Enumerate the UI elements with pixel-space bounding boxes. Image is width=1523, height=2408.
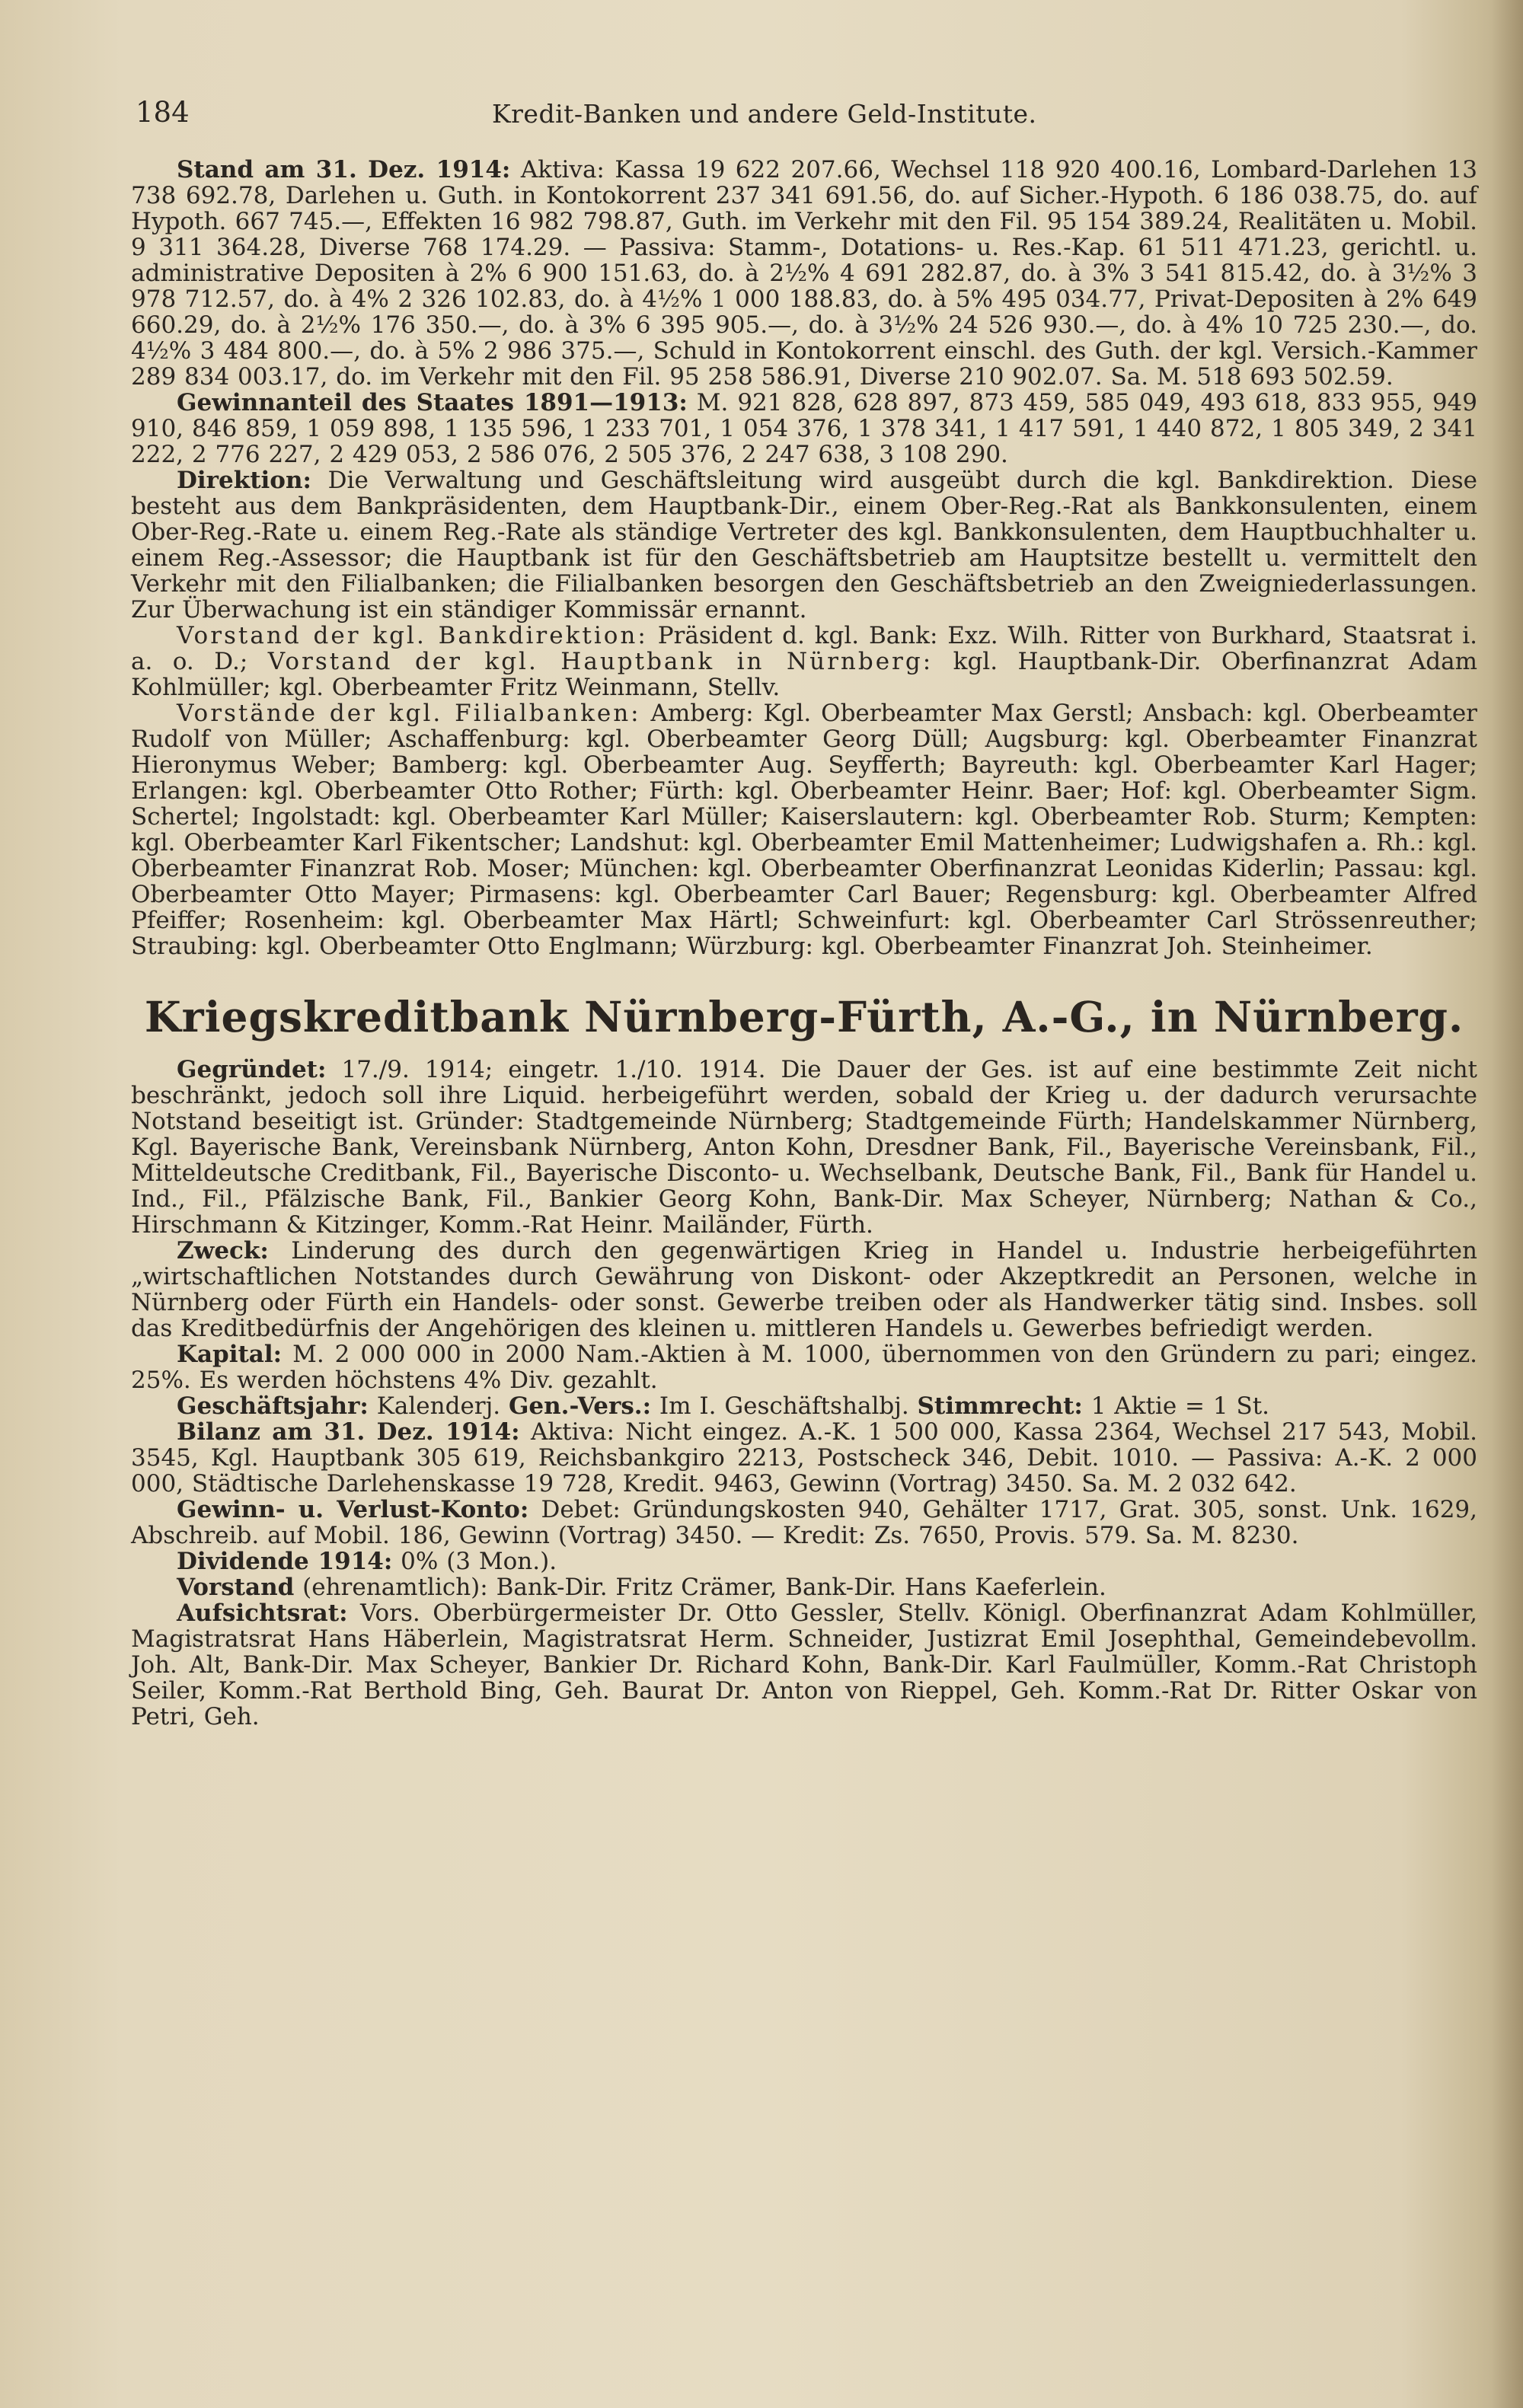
lead-vorstaende-filialbanken: Vorstände der kgl. Filialbanken: <box>177 700 641 727</box>
paragraph-kapital <box>131 1341 1477 1393</box>
paragraph-gewinn-verlust <box>131 1497 1477 1548</box>
lead-vorstand: Vorstand <box>177 1574 295 1601</box>
lead-vorstand-hauptbank: Vorstand der kgl. Hauptbank in Nürnberg: <box>267 648 934 675</box>
paragraph-vorstaende-filialbanken <box>131 700 1477 959</box>
paragraph-zweck <box>131 1238 1477 1341</box>
running-title: Kredit-Banken und andere Geld-Institute. <box>492 99 1037 129</box>
text-gewinnanteil: M. 921 828, 628 897, 873 459, 585 049, 493 618, 833 955, 949 910, 846 859, 1 059 898, 1 135 596, 1 233 701, 1 054 376, 1 378 341, 1 417 591, 1 440 872, 1 805 349, 2 341 222, 2 776 227, 2 429 053, 2 586 076, 2 505 376, 2 247 638, 3 108 290. <box>131 389 1478 468</box>
paragraph-dividende <box>131 1548 1477 1574</box>
lead-dividende: Dividende 1914: <box>177 1548 393 1575</box>
text-vorstand-hauptbank: kgl. Hauptbank-Dir. Oberfinanzrat Adam Kohlmüller; kgl. Oberbeamter Fritz Weinmann, Stellv. <box>131 648 1478 701</box>
text-vorstand-bankdirektion: Präsident d. kgl. Bank: Exz. Wilh. Ritter von Burkhard, Staatsrat i. a. o. D.; <box>131 622 1477 675</box>
text-zweck: Linderung des durch den gegenwärtigen Krieg in Handel u. Industrie herbeigeführten „wirtschaftlichen Notstandes durch Gewährung von Diskont- oder Akzeptkredit an Personen, welche in Nürnberg oder Fürth ein Handels- oder sonst. Gewerbe treiben oder als Handwerker tätig sind. Insbes. soll das Kreditbedürfnis der Angehörigen des kleinen u. mittleren Handels u. Gewerbes befriedigt werden. <box>131 1237 1477 1342</box>
lead-aufsichtsrat: Aufsichtsrat: <box>177 1599 348 1627</box>
text-gewinn-verlust: Debet: Gründungskosten 940, Gehälter 1717, Grat. 305, sonst. Unk. 1629, Abschreib. auf Mobil. 186, Gewinn (Vortrag) 3450. — Kredit: Zs. 7650, Provis. 579. Sa. M. 8230. <box>131 1496 1477 1549</box>
lead-kapital: Kapital: <box>177 1341 283 1368</box>
text-aufsichtsrat: Vors. Oberbürgermeister Dr. Otto Gessler, Stellv. Königl. Oberfinanzrat Adam Kohlmüller, Magistratsrat Hans Häberlein, Magistratsrat Herm. Schneider, Justizrat Emil Josephthal, Gemeindebevollm. Joh. Alt, Bank-Dir. Max Scheyer, Bankier Dr. Richard Kohn, Bank-Dir. Karl Faulmüller, Komm.-Rat Christoph Seiler, Komm.-Rat Berthold Bing, Geh. Baurat Dr. Anton von Rieppel, Geh. Komm.-Rat Dr. Ritter Oskar von Petri, Geh. <box>131 1599 1478 1730</box>
lead-gegruendet: Gegründet: <box>177 1056 327 1083</box>
text-geschaeftsjahr: Kalenderj. <box>376 1392 501 1420</box>
lead-geschaeftsjahr: Geschäftsjahr: <box>177 1392 369 1420</box>
text-gen-vers: Im I. Geschäftshalbj. <box>659 1392 909 1420</box>
running-head <box>131 96 1477 157</box>
paragraph-stand <box>131 157 1477 390</box>
paragraph-vorstand-bankdirektion <box>131 623 1477 700</box>
lead-direktion: Direktion: <box>177 467 311 494</box>
text-vorstaende-filialbanken: Amberg: Kgl. Oberbeamter Max Gerstl; Ansbach: kgl. Oberbeamter Rudolf von Müller; Aschaffenburg: kgl. Oberbeamter Georg Düll; Augsburg: kgl. Oberbeamter Finanzrat Hieronymus Weber; Bamberg: kgl. Oberbeamter Aug. Seyfferth; Bayreuth: kgl. Oberbeamter Karl Hager; Erlangen: kgl. Oberbeamter Otto Rother; Fürth: kgl. Oberbeamter Heinr. Baer; Hof: kgl. Oberbeamter Sigm. Schertel; Ingolstadt: kgl. Oberbeamter Karl Müller; Kaiserslautern: kgl. Oberbeamter Rob. Sturm; Kempten: kgl. Oberbeamter Karl Fikentscher; Landshut: kgl. Oberbeamter Emil Mattenheimer; Ludwigshafen a. Rh.: kgl. Oberbeamter Finanzrat Rob. Moser; München: kgl. Oberbeamter Oberfinanzrat Leonidas Kiderlin; Passau: kgl. Oberbeamter Otto Mayer; Pirmasens: kgl. Oberbeamter Carl Bauer; Regensburg: kgl. Oberbeamter Alfred Pfeiffer; Rosenheim: kgl. Oberbeamter Max Härtl; Schweinfurt: kgl. Oberbeamter Carl Strössenreuther; Straubing: kgl. Oberbeamter Otto Englmann; Würzburg: kgl. Oberbeamter Finanzrat Joh. Steinheimer. <box>131 700 1477 960</box>
paragraph-vorstand <box>131 1574 1477 1600</box>
lead-gewinnanteil: Gewinnanteil des Staates 1891—1913: <box>177 389 688 416</box>
lead-zweck: Zweck: <box>177 1237 269 1265</box>
text-vorstand: (ehrenamtlich): Bank-Dir. Fritz Crämer, Bank-Dir. Hans Kaeferlein. <box>302 1574 1106 1601</box>
page-number: 184 <box>136 96 190 129</box>
text-dividende: 0% (3 Mon.). <box>401 1548 557 1575</box>
paragraph-bilanz <box>131 1419 1477 1497</box>
text-stand: Aktiva: Kassa 19 622 207.66, Wechsel 118 920 400.16, Lombard-Darlehen 13 738 692.78, Darlehen u. Guth. in Kontokorrent 237 341 691.56, do. auf Sicher.-Hypoth. 6 186 038.75, do. auf Hypoth. 667 745.—, Effekten 16 982 798.87, Guth. im Verkehr mit den Fil. 95 154 389.24, Realitäten u. Mobil. 9 311 364.28, Diverse 768 174.29. — Passiva: Stamm-, Dotations- u. Res.-Kap. 61 511 471.23, gerichtl. u. administrative Depositen à 2% 6 900 151.63, do. à 2½% 4 691 282.87, do. à 3% 3 541 815.42, do. à 3½% 3 978 712.57, do. à 4% 2 326 102.83, do. à 4½% 1 000 188.83, do. à 5% 495 034.77, Privat-Depositen à 2% 649 660.29, do. à 2½% 176 350.—, do. à 3% 6 395 905.—, do. à 3½% 24 526 930.—, do. à 4% 10 725 230.—, do. 4½% 3 484 800.—, do. à 5% 2 986 375.—, Schuld in Kontokorrent einschl. des Guth. der kgl. Versich.-Kammer 289 834 003.17, do. im Verkehr mit den Fil. 95 258 586.91, Diverse 210 902.07. Sa. M. 518 693 502.59. <box>131 156 1477 391</box>
page-edge-shadow <box>1491 0 1523 2408</box>
text-bilanz: Aktiva: Nicht eingez. A.-K. 1 500 000, Kassa 2364, Wechsel 217 543, Mobil. 3545, Kgl. Hauptbank 305 619, Reichsbankgiro 2213, Postscheck 346, Debit. 1010. — Passiva: A.-K. 2 000 000, Städtische Darlehenskasse 19 728, Kredit. 9463, Gewinn (Vortrag) 3450. Sa. M. 2 032 642. <box>131 1418 1478 1497</box>
lead-bilanz: Bilanz am 31. Dez. 1914: <box>177 1418 520 1446</box>
lead-gewinn-verlust: Gewinn- u. Verlust-Konto: <box>177 1496 529 1523</box>
paragraph-gewinnanteil <box>131 390 1477 467</box>
paragraph-direktion <box>131 467 1477 623</box>
lead-stand: Stand am 31. Dez. 1914: <box>177 156 511 183</box>
text-direktion: Die Verwaltung und Geschäftsleitung wird ausgeübt durch die kgl. Bankdirektion. Diese besteht aus dem Bankpräsidenten, dem Hauptbank-Dir., einem Ober-Reg.-Rat als Bankkonsulenten, einem Ober-Reg.-Rate u. einem Reg.-Rate als ständige Vertreter des kgl. Bankkonsulenten, dem Hauptbuchhalter u. einem Reg.-Assessor; die Hauptbank ist für den Geschäftsbetrieb am Hauptsitze bestellt u. vermittelt den Verkehr mit den Filialbanken; die Filialbanken besorgen den Geschäftsbetrieb an den Zweigniederlassungen. Zur Überwachung ist ein ständiger Kommissär ernannt. <box>131 467 1477 624</box>
section-title-kriegskreditbank: Kriegskreditbank Nürnberg-Fürth, A.-G., in Nürnberg. <box>144 992 1464 1041</box>
text-gegruendet: 17./9. 1914; eingetr. 1./10. 1914. Die Dauer der Ges. ist auf eine bestimmte Zeit nicht beschränkt, jedoch soll ihre Liquid. herbeigeführt werden, sobald der Krieg u. der dadurch verursachte Notstand beseitigt ist. Gründer: Stadtgemeinde Nürnberg; Stadtgemeinde Fürth; Handelskammer Nürnberg, Kgl. Bayerische Bank, Vereinsbank Nürnberg, Anton Kohn, Dresdner Bank, Fil., Bayerische Vereinsbank, Fil., Mitteldeutsche Creditbank, Fil., Bayerische Disconto- u. Wechselbank, Deutsche Bank, Fil., Bank für Handel u. Ind., Fil., Pfälzische Bank, Fil., Bankier Georg Kohn, Bank-Dir. Max Scheyer, Nürnberg; Nathan & Co., Hirschmann & Kitzinger, Komm.-Rat Heinr. Mailänder, Fürth. <box>131 1056 1477 1239</box>
lead-gen-vers: Gen.-Vers.: <box>508 1392 652 1420</box>
paragraph-aufsichtsrat <box>131 1600 1477 1730</box>
lead-vorstand-bankdirektion: Vorstand der kgl. Bankdirektion: <box>177 622 648 649</box>
lead-stimmrecht: Stimmrecht: <box>917 1392 1083 1420</box>
paragraph-gegruendet <box>131 1057 1477 1238</box>
paragraph-geschaeftsjahr <box>131 1393 1477 1419</box>
text-kapital: M. 2 000 000 in 2000 Nam.-Aktien à M. 1000, übernommen von den Gründern zu pari; eingez. 25%. Es werden höchstens 4% Div. gezahlt. <box>131 1341 1478 1394</box>
text-stimmrecht: 1 Aktie = 1 St. <box>1090 1392 1270 1420</box>
